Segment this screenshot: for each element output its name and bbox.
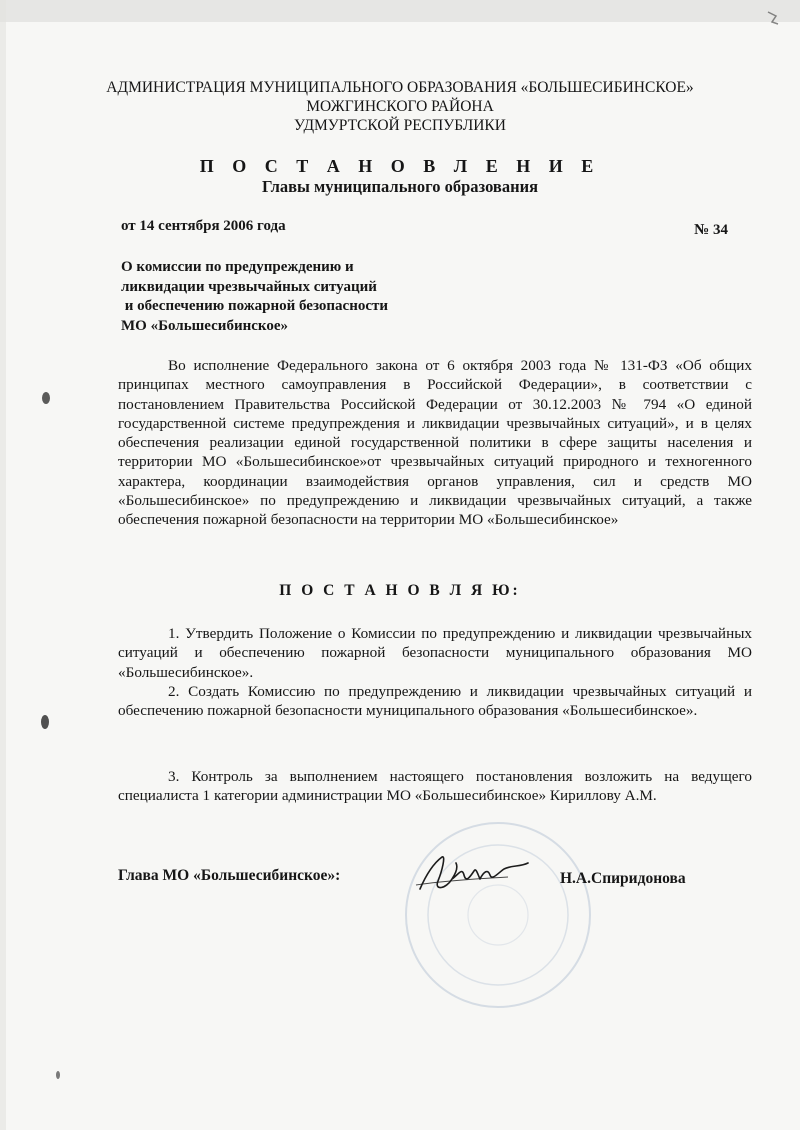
subject-line: ликвидации чрезвычайных ситуаций [121, 278, 377, 295]
decree-item-3: 3. Контроль за выполнением настоящего постановления возложить на ведущего специалиста 1 категории администрации МО «Большесибинское» Кириллову А.М. [118, 768, 752, 805]
decree-heading: П О С Т А Н О В Л Я Ю: [279, 582, 521, 599]
document-date: от 14 сентября 2006 года [121, 218, 286, 234]
document-number: № 34 [694, 222, 728, 238]
signatory-name: Н.А.Спиридонова [560, 870, 686, 887]
subject-line: О комиссии по предупреждению и [121, 259, 354, 275]
header-line-2: МОЖГИНСКОГО РАЙОНА [306, 98, 494, 115]
header-line-1: АДМИНИСТРАЦИЯ МУНИЦИПАЛЬНОГО ОБРАЗОВАНИЯ «БОЛЬШЕСИБИНСКОЕ» [106, 79, 694, 96]
preamble-paragraph: Во исполнение Федерального закона от 6 октября 2003 года № 131-ФЗ «Об общих принципах местного самоуправления в Российской Федерации», в соответствии с постановлением Правительства Российской Федерации от 30.12.2003 № 794 «О единой государственной системе предупреждения и ликвидации чрезвычайных ситуаций», и в целях обеспечения реализации единой государственной политики в сфере защиты населения и территории МО «Большесибинское»от чрезвычайных ситуаций природного и техногенного характера, координации взаимодействия органов управления, сил и средств МО «Большесибинское» по предупреждению и ликвидации чрезвычайных ситуаций, а также обеспечения пожарной безопасности на территории МО «Большесибинское» [118, 357, 752, 529]
signatory-role: Глава МО «Большесибинское»: [118, 867, 341, 884]
handwritten-signature [412, 845, 532, 905]
header-line-3: УДМУРТСКОЙ РЕСПУБЛИКИ [294, 117, 506, 134]
document-subtitle: Главы муниципального образования [261, 177, 539, 196]
subject-line: МО «Большесибинское» [121, 317, 288, 334]
issuer-header [60, 78, 740, 135]
decree-item-1: 1. Утвердить Положение о Комиссии по предупреждению и ликвидации чрезвычайных ситуаций и обеспечению пожарной безопасности муниципального образования МО «Большесибинское». [118, 625, 752, 681]
decree-item-3-block [118, 767, 752, 806]
decree-items [118, 624, 752, 720]
document-subject [121, 258, 461, 336]
subject-line: и обеспечению пожарной безопасности [121, 298, 389, 314]
decree-item-2: 2. Создать Комиссию по предупреждению и ликвидации чрезвычайных ситуаций и обеспечению пожарной безопасности муниципального образования «Большесибинское». [118, 682, 752, 720]
document-title: П О С Т А Н О В Л Е Н И Е [199, 156, 601, 176]
